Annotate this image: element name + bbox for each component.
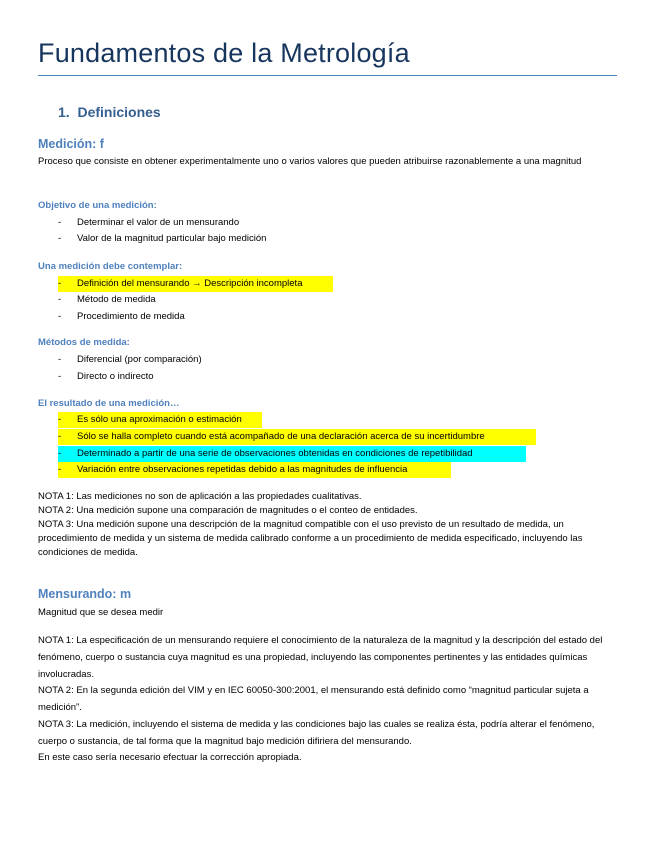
medicion-nota-1: NOTA 1: Las mediciones no son de aplicación a las propiedades cualitativas.: [38, 491, 362, 502]
mensurando-closing: En este caso sería necesario efectuar la corrección apropiada.: [38, 752, 302, 763]
list-item: - Valor de la magnitud particular bajo medición: [58, 233, 267, 244]
list-item: - Directo o indirecto: [58, 371, 154, 382]
list-item-highlighted: - Determinado a partir de una serie de observaciones obtenidas en condiciones de repetibilidad: [58, 446, 526, 462]
mensurando-nota-3: NOTA 3: La medición, incluyendo el sistema de medida y las condiciones bajo las cuales se realiza ésta, podría alterar el fenómeno, cuerpo o sustancia, de tal forma que la magnitud bajo medición difiriera del mensurando.: [38, 719, 595, 747]
metodos-heading: Métodos de medida:: [38, 337, 130, 348]
medicion-nota-2: NOTA 2: Una medición supone una comparación de magnitudes o el conteo de entidades.: [38, 505, 418, 516]
mensurando-nota-2: NOTA 2: En la segunda edición del VIM y en IEC 60050-300:2001, el mensurando está definido como “magnitud particular sujeta a medición”.: [38, 685, 589, 713]
title-underline: [38, 75, 617, 76]
section-number: 1.: [58, 104, 70, 120]
medicion-heading: Medición: f: [38, 137, 104, 151]
section-label: Definiciones: [77, 104, 161, 120]
page-title: Fundamentos de la Metrología: [38, 38, 410, 68]
list-item: - Método de medida: [58, 294, 156, 305]
section-heading-definiciones: [58, 104, 161, 120]
mensurando-heading: Mensurando: m: [38, 587, 132, 601]
medicion-definition: Proceso que consiste en obtener experimentalmente uno o varios valores que pueden atribuirse razonablemente a una magnitud: [38, 156, 582, 167]
mensurando-nota-1: NOTA 1: La especificación de un mensurando requiere el conocimiento de la naturaleza de la magnitud y la descripción del estado del fenómeno, cuerpo o sustancia cuya magnitud es una propiedad, incluyendo las componentes pertinentes y las entidades químicas involucradas.: [38, 635, 603, 680]
mensurando-definition: Magnitud que se desea medir: [38, 607, 164, 618]
contemplar-heading: Una medición debe contemplar:: [38, 261, 183, 272]
resultado-heading: El resultado de una medición…: [38, 398, 180, 409]
list-item-highlighted: - Sólo se halla completo cuando está acompañado de una declaración acerca de su incertidumbre: [58, 429, 536, 445]
objetivo-heading: Objetivo de una medición:: [38, 200, 157, 211]
list-item-highlighted: - Es sólo una aproximación o estimación: [58, 412, 262, 428]
list-item-highlighted: - Variación entre observaciones repetidas debido a las magnitudes de influencia: [58, 462, 451, 478]
list-item: - Diferencial (por comparación): [58, 354, 202, 365]
medicion-nota-3: NOTA 3: Una medición supone una descripción de la magnitud compatible con el uso previsto de un resultado de medida, un procedimiento de medida y un sistema de medida calibrado conforme a un procedimiento de medida especificado, incluyendo las condiciones de medida.: [38, 519, 583, 558]
list-item-highlighted: - Definición del mensurando → Descripción incompleta: [58, 276, 333, 292]
list-item: - Determinar el valor de un mensurando: [58, 217, 240, 228]
list-item: - Procedimiento de medida: [58, 311, 185, 322]
